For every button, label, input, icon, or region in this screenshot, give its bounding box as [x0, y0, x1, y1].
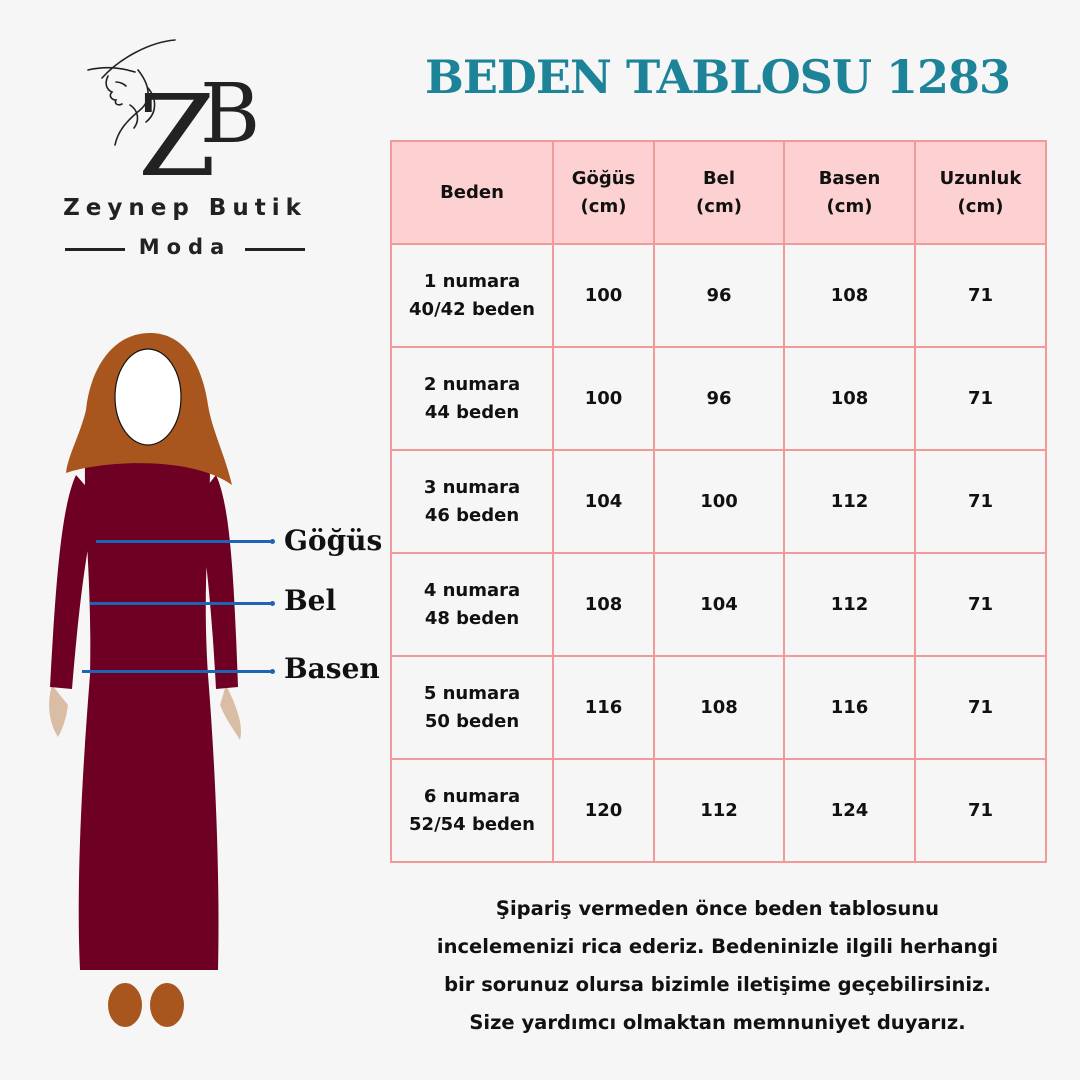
hand-right	[220, 685, 241, 740]
label-basen: Basen	[284, 652, 380, 685]
cell-size	[391, 553, 553, 656]
size-number: 1 numara	[423, 270, 521, 292]
cell-uzunluk: 71	[915, 244, 1046, 347]
dress	[79, 454, 219, 970]
cell-bel: 108	[654, 656, 784, 759]
table-row	[391, 244, 1046, 347]
label-gogus: Göğüs	[284, 524, 383, 557]
size-beden: 48 beden	[424, 607, 520, 629]
cell-size	[391, 347, 553, 450]
bel-measure-dot	[270, 601, 275, 606]
shoe-right	[150, 983, 184, 1027]
cell-gogus: 108	[553, 553, 654, 656]
header-gogus	[553, 141, 654, 244]
cell-size	[391, 759, 553, 862]
cell-basen: 112	[784, 450, 915, 553]
size-number: 4 numara	[423, 579, 521, 601]
note-line: Şipariş vermeden önce beden tablosunu	[495, 897, 940, 920]
face	[115, 349, 181, 445]
size-beden: 46 beden	[424, 504, 520, 526]
brand-name: Zeynep Butik	[63, 195, 307, 221]
size-beden: 52/54 beden	[409, 813, 535, 835]
cell-uzunluk: 71	[915, 759, 1046, 862]
gogus-measure-line	[96, 540, 272, 543]
table-row	[391, 553, 1046, 656]
header-unit: (cm)	[696, 195, 742, 217]
header-unit: (cm)	[826, 195, 873, 217]
table-header-row	[391, 141, 1046, 244]
brand-divider-right	[245, 248, 305, 251]
basen-measure-dot	[270, 669, 275, 674]
header-beden	[391, 141, 553, 244]
cell-size	[391, 450, 553, 553]
cell-basen: 108	[784, 244, 915, 347]
header-label: Uzunluk	[939, 167, 1022, 189]
cell-bel: 112	[654, 759, 784, 862]
header-label: Basen	[818, 167, 881, 189]
hand-left	[49, 685, 68, 737]
cell-bel: 104	[654, 553, 784, 656]
cell-gogus: 116	[553, 656, 654, 759]
cell-gogus: 100	[553, 244, 654, 347]
page-title: BEDEN TABLOSU 1283	[424, 50, 1011, 104]
cell-bel: 96	[654, 347, 784, 450]
cell-gogus: 120	[553, 759, 654, 862]
note-line: bir sorunuz olursa bizimle iletişime geçebilirsiniz.	[444, 973, 991, 996]
cell-bel: 100	[654, 450, 784, 553]
header-label: Göğüs	[571, 167, 636, 189]
header-label: Beden	[440, 181, 504, 203]
cell-basen: 108	[784, 347, 915, 450]
label-bel: Bel	[284, 584, 337, 617]
cell-size	[391, 656, 553, 759]
header-unit: (cm)	[580, 195, 627, 217]
cell-uzunluk: 71	[915, 553, 1046, 656]
cell-uzunluk: 71	[915, 450, 1046, 553]
order-note	[390, 890, 1045, 1042]
brand-subtitle-wrap	[60, 235, 310, 263]
table-row	[391, 450, 1046, 553]
shoe-left	[108, 983, 142, 1027]
cell-basen: 116	[784, 656, 915, 759]
size-number: 6 numara	[423, 785, 521, 807]
header-uzunluk	[915, 141, 1046, 244]
brand-logo	[60, 30, 310, 270]
size-beden: 50 beden	[424, 710, 520, 732]
cell-uzunluk: 71	[915, 347, 1046, 450]
cell-size	[391, 244, 553, 347]
cell-bel: 96	[654, 244, 784, 347]
gogus-measure-dot	[270, 539, 275, 544]
basen-measure-line	[82, 670, 272, 673]
logo-monogram-z: Z	[138, 72, 216, 200]
logo-monogram-b: B	[200, 67, 261, 162]
cell-gogus: 104	[553, 450, 654, 553]
dress-figure-illustration	[40, 325, 260, 1035]
woman-face-line-art-icon	[60, 30, 310, 200]
cell-basen: 124	[784, 759, 915, 862]
size-beden: 44 beden	[424, 401, 520, 423]
cell-uzunluk: 71	[915, 656, 1046, 759]
header-label: Bel	[702, 167, 736, 189]
size-beden: 40/42 beden	[409, 298, 535, 320]
size-number: 5 numara	[423, 682, 521, 704]
note-line: incelemenizi rica ederiz. Bedeninizle ilgili herhangi	[436, 935, 999, 958]
size-number: 3 numara	[423, 476, 521, 498]
brand-subtitle: Moda	[138, 235, 232, 259]
header-basen	[784, 141, 915, 244]
cell-basen: 112	[784, 553, 915, 656]
size-number: 2 numara	[423, 373, 521, 395]
cell-gogus: 100	[553, 347, 654, 450]
table-row	[391, 347, 1046, 450]
header-unit: (cm)	[957, 195, 1004, 217]
table-row	[391, 656, 1046, 759]
bel-measure-line	[90, 602, 272, 605]
note-line: Size yardımcı olmaktan memnuniyet duyarız.	[469, 1011, 966, 1034]
header-bel	[654, 141, 784, 244]
table-row	[391, 759, 1046, 862]
size-table	[390, 140, 1047, 863]
